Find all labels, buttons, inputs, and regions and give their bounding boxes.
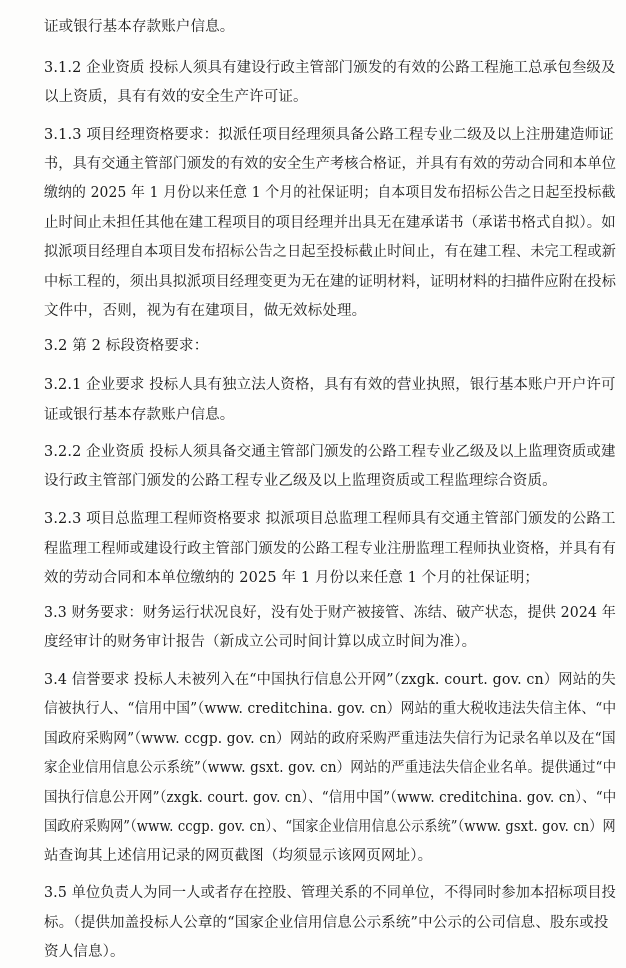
text-line: 效的劳动合同和本单位缴纳的 2025 年 1 月份以来任意 1 个月的社保证明； xyxy=(44,570,540,586)
text-line: 缴纳的 2025 年 1 月份以来任意 1 个月的社保证明；自本项目发布招标公告之日起至投标截 xyxy=(44,185,616,201)
text-line: 文件中，否则，视为有在建项目，做无效标处理。 xyxy=(44,303,367,319)
text-line: 国执行信息公开网”（zxgk. court. gov. cn）、“信用中国”（www. creditchina. gov. cn）、“中 xyxy=(44,790,617,806)
text-line: 国政府采购网”（www. ccgp. gov. cn）网站的政府采购严重违法失信行为记录名单以及在“国 xyxy=(44,731,616,747)
text-line: 家企业信用信息公示系统”（www. gsxt. gov. cn）网站的严重违法失信企业名单。提供通过“中 xyxy=(44,760,617,776)
text-line: 标。（提供加盖投标人公章的“国家企业信用信息公示系统”中公示的公司信息、股东或投 xyxy=(44,915,609,931)
text-line: 拟派项目经理自本项目发布招标公告之日起至投标截止时间止，有在建工程、未完工程或新 xyxy=(44,244,616,260)
text-line: 度经审计的财务审计报告（新成立公司时间计算以成立时间为准）。 xyxy=(44,634,477,650)
text-line: 3.1.3 项目经理资格要求：拟派任项目经理须具备公路工程专业二级及以上注册建造师证 xyxy=(44,127,614,143)
text-line: 3.2.1 企业要求 投标人具有独立法人资格，具有有效的营业执照，银行基本账户开户许可 xyxy=(44,377,616,393)
text-line: 站查询其上述信用记录的网页截图（均须显示该网页网址）。 xyxy=(44,848,433,864)
text-line: 以上资质，具有有效的安全生产许可证。 xyxy=(44,89,308,105)
text-line: 书，具有交通主管部门颁发的有效的安全生产考核合格证，并具有有效的劳动合同和本单位 xyxy=(44,156,616,172)
text-line: 程监理工程师或建设行政主管部门颁发的公路工程专业注册监理工程师执业资格，并具有有 xyxy=(44,541,616,557)
section-heading: 3.2 第 2 标段资格要求： xyxy=(44,338,209,354)
text-line: 设行政主管部门颁发的公路工程专业乙级及以上监理资质或工程监理综合资质。 xyxy=(44,473,557,489)
text-line: 3.5 单位负责人为同一人或者存在控股、管理关系的不同单位，不得同时参加本招标项目投 xyxy=(44,885,616,901)
text-line: 3.2.2 企业资质 投标人须具备交通主管部门颁发的公路工程专业乙级及以上监理资质或建 xyxy=(44,444,616,460)
text-line: 资人信息）。 xyxy=(44,944,125,960)
text-line: 3.4 信誉要求 投标人未被列入在“中国执行信息公开网”（zxgk. court. gov. cn）网站的失 xyxy=(44,672,616,688)
text-line: 3.2.3 项目总监理工程师资格要求 拟派项目总监理工程师具有交通主管部门颁发的公路工 xyxy=(44,511,616,527)
text-line: 3.3 财务要求：财务运行状况良好，没有处于财产被接管、冻结、破产状态，提供 2024 年 xyxy=(44,605,617,621)
text-line: 3.1.2 企业资质 投标人须具有建设行政主管部门颁发的有效的公路工程施工总承包叁级及 xyxy=(44,60,616,76)
text-line: 中标工程的，须出具拟派项目经理变更为无在建的证明材料，证明材料的扫描件应附在投标 xyxy=(44,274,616,290)
text-line: 证或银行基本存款账户信息。 xyxy=(44,19,235,35)
text-line: 止时间止未担任其他在建工程项目的项目经理并出具无在建承诺书（承诺书格式自拟）。如 xyxy=(44,215,616,231)
text-line: 国政府采购网”（www. ccgp. gov. cn）、“国家企业信用信息公示系统”（www. gsxt. gov. cn）网 xyxy=(44,819,616,835)
text-line: 信被执行人、“信用中国”（www. creditchina. gov. cn）网站的重大税收违法失信主体、“中 xyxy=(44,701,617,717)
text-line: 证或银行基本存款账户信息。 xyxy=(44,407,235,423)
